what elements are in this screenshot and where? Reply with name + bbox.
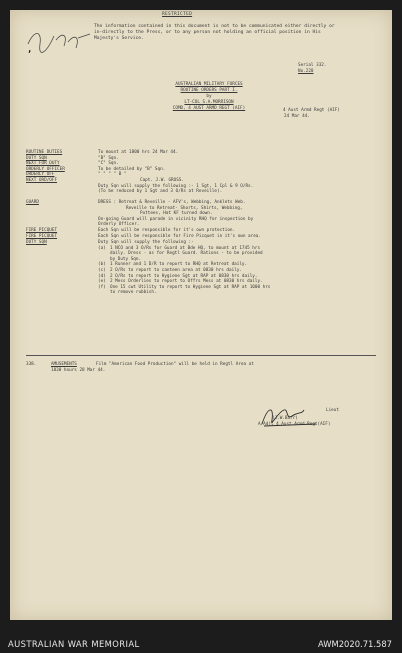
guard-parade: On-going Guard will parade in vicinity RHQ for inspection by xyxy=(98,216,254,222)
fire-picquet-line: Each Sqn will be responsible for Fire Picquet in it's own area. xyxy=(98,233,261,239)
item-mark: (c) xyxy=(98,267,106,273)
handwritten-annotation-icon xyxy=(24,24,94,60)
duty-value: "B" Sqn. xyxy=(98,155,119,161)
margin-mark: , xyxy=(27,45,33,55)
order-338-section xyxy=(26,362,386,373)
duty-label: NEXT ORD/OFF xyxy=(26,177,58,183)
item-text: by Duty Sqn. xyxy=(110,256,142,262)
guard-dress: DRESS : Retreat & Reveille - AFV's, Webbing, Anklets Web. xyxy=(98,200,246,205)
heading-line: COMD, 4 AUST ARMD REGT (AIF) xyxy=(172,106,246,111)
accession-number: AWM2020.71.587 xyxy=(317,639,392,649)
guard-section xyxy=(26,200,386,239)
guard-protection: Each Sqn will be responsible for it's own protection. xyxy=(98,227,236,233)
unit-name: 4 Aust Armd Regt (AIF) xyxy=(283,108,340,113)
item-text: 2 O/Rs to report to canteen area at 0830 hrs daily. xyxy=(110,267,242,273)
duty-sqn-supply: Duty Sqn will supply the following :- 1 Sgt, 1 Cpl & 9 O/Rs. xyxy=(98,183,254,189)
fire-label: FIRE PICQUET xyxy=(26,227,58,233)
signatory-name: (J.W.Barr) xyxy=(272,416,298,421)
signatory-rank: Lieut xyxy=(326,408,339,413)
heading-line: by xyxy=(206,94,212,99)
duty-sqn-label: DUTY SQN xyxy=(26,240,47,245)
item-text: 1 Runner and 1 D/R to report to RHQ at Retreat daily. xyxy=(110,262,248,268)
item-mark: (f) xyxy=(98,284,106,290)
item-text: 2 Mess Orderlies to report to Offrs Mess at 0830 hrs daily. xyxy=(110,279,263,285)
fire-label-2: FIRE PICQUET xyxy=(26,233,58,239)
duty-label: NEXT FOR DUTY xyxy=(26,161,60,167)
section-divider xyxy=(26,355,376,356)
order-text: 1830 hours 28 Mar 44. xyxy=(51,367,106,373)
item-text: 2 O/Rs to report to Hygiene Sgt at RAP at 0830 hrs daily. xyxy=(110,273,258,279)
unit-date-block xyxy=(283,108,340,120)
sheet-number: No.220 xyxy=(298,69,314,75)
item-text: daily. Dress - as for Regtl Guard. Rations - to be provided xyxy=(110,251,263,257)
duty-label: ORDERLY OFF xyxy=(26,172,55,178)
duty-sqn-intro: Duty Sqn will supply the following :- xyxy=(98,240,194,245)
duty-value: "C" Sqn. xyxy=(98,161,119,167)
security-notice: The information contained in this document is not to be communicated either directly or in-directly to the Press, or to any person not holding an official position in His Majesty's Service. xyxy=(94,24,335,42)
guard-label: GUARD xyxy=(26,200,39,205)
item-text: to remove rubbish. xyxy=(110,290,157,296)
guard-dress-cont: Puttees, Hat KF turned down. xyxy=(140,211,213,217)
duty-label: ORDERLY OFFICER xyxy=(26,166,65,172)
order-date: 24 Mar 44. xyxy=(284,114,310,120)
orders-heading xyxy=(114,82,304,112)
order-title: AMUSEMENTS xyxy=(51,362,77,367)
guard-dress-cont: Reveille to Retreat- Shorts, Shirts, Webbing, xyxy=(126,205,243,211)
heading-line: ROUTINE ORDERS PART I. xyxy=(180,88,238,93)
order-number: 338. xyxy=(26,362,37,367)
guard-parade-cont: Orderly Officer. xyxy=(98,222,140,228)
item-text: 1 NCO and 3 O/Rs for Guard at Bde HQ, to mount at 1745 hrs xyxy=(110,245,261,251)
heading-line: LT-COL S.A.MORRISON xyxy=(184,100,234,105)
duty-label: DUTY SQN xyxy=(26,155,47,161)
serial-number: Serial 332. xyxy=(298,63,327,68)
mount-time: To mount at 1800 hrs 24 Mar 44. xyxy=(98,150,179,155)
classification-header: RESTRICTED xyxy=(162,12,193,17)
item-mark: (d) xyxy=(98,273,106,279)
relieve-note: (To be reduced by 1 Sgt and 3 O/Rs at Reveille). xyxy=(98,189,223,195)
item-mark: (e) xyxy=(98,279,106,285)
duty-value: " " " " B " xyxy=(98,172,127,178)
signatory-position: A/Adjt 4 Aust Armd Regt(AIF) xyxy=(258,422,331,428)
document-sheet xyxy=(10,10,392,620)
serial-block xyxy=(298,63,326,75)
signature-block xyxy=(258,408,330,429)
routine-duties-section xyxy=(26,150,386,195)
order-text: Film "American Food Production" will be held in Regtl Area at xyxy=(96,362,254,367)
item-mark: (a) xyxy=(98,245,106,251)
archive-footer xyxy=(0,626,402,653)
duty-sqn-section xyxy=(26,240,386,296)
item-mark: (b) xyxy=(98,262,106,268)
duty-value: To be detailed by "B" Sqn. xyxy=(98,166,166,172)
heading-line: AUSTRALIAN MILITARY FORCES xyxy=(175,82,243,87)
institution-name: AUSTRALIAN WAR MEMORIAL xyxy=(8,639,140,649)
duty-value: Capt. J.W. GROSS. xyxy=(140,177,184,183)
item-text: One 15 cwt Utility to report to Hygiene Sgt at RAP at 1000 hrs xyxy=(110,284,271,290)
section-label: ROUTINE DUTIES xyxy=(26,150,63,155)
